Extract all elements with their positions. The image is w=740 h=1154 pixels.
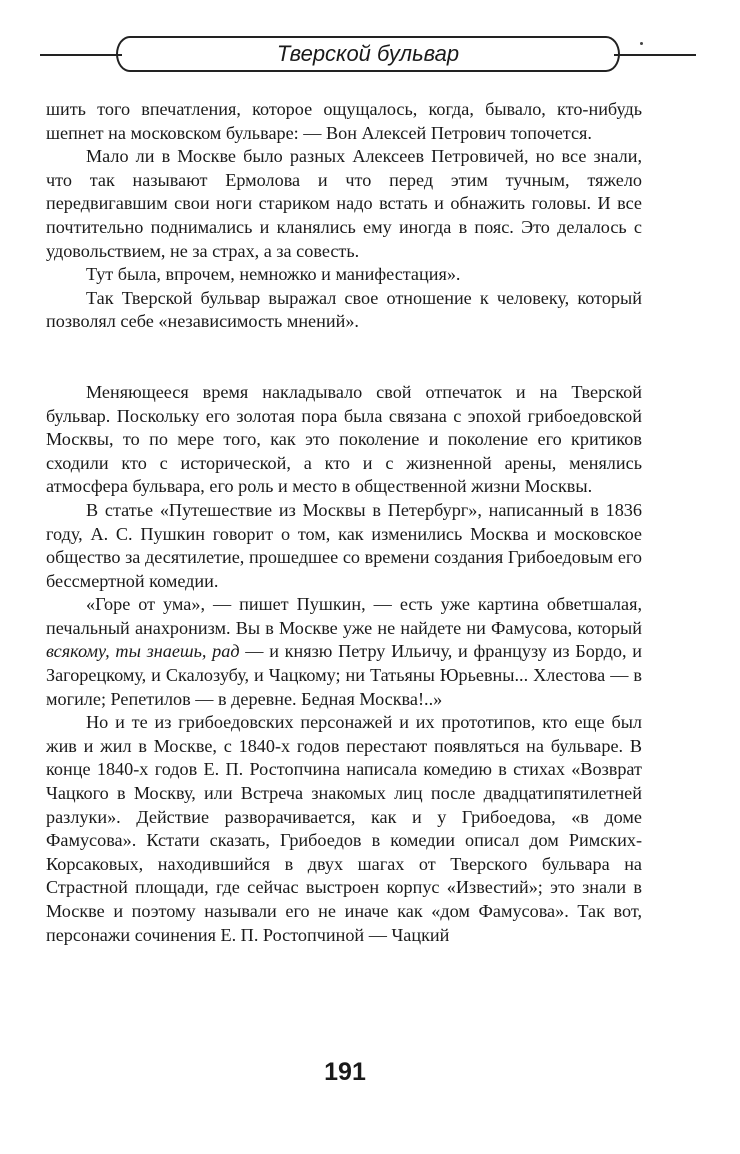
body-text	[46, 98, 642, 947]
section-break	[46, 334, 642, 381]
paragraph-6: В статье «Путешествие из Москвы в Петербург», написанный в 1836 году, А. С. Пушкин говорит о том, как изменились Москва и московское общество за десятилетие, прошедшее со времени создания Грибоедовым его бессмертной комедии.	[46, 499, 642, 591]
paragraph-7	[46, 593, 642, 711]
header-dot	[640, 42, 643, 45]
page-number: 191	[324, 1058, 366, 1086]
running-header-title: Тверской бульвар	[116, 36, 620, 72]
paragraph-8: Но и те из грибоедовских персонажей и их прототипов, кто еще был жив и жил в Москве, с 1840-х годов перестают появляться на бульваре. В конце 1840-х годов Е. П. Ростопчина написала комедию в стихах «Возврат Чацкого в Москву, или Встреча знакомых лиц после двадцатипятилетней разлуки». Действие разворачивается, как и у Грибоедова, «в доме Фамусова». Кстати сказать, Грибоедов в комедии описал дом Римских-Корсаковых, находившийся в двух шагах от Тверского бульвара на Страстной площади, где сейчас выстроен корпус «Известий»; это знали в Москве и поэтому называли его не иначе как «дом Фамусова». Так вот, персонажи сочинения Е. П. Ростопчиной — Чацкий	[46, 712, 642, 945]
paragraph-4: Так Тверской бульвар выражал свое отношение к человеку, который позволял себе «независимость мнений».	[46, 287, 642, 332]
paragraph-1: шить того впечатления, которое ощущалось, когда, бывало, кто-нибудь шепнет на московском бульваре: — Вон Алексей Петрович топочется.	[46, 99, 642, 143]
paragraph-2: Мало ли в Москве было разных Алексеев Петровичей, но все знали, что так называют Ермолова и что перед этим тучным, тяжело передвигавшим свои ноги стариком надо встать и обнажить головы. И все почтительно поднимались и кланялись ему иногда в пояс. Это делалось с удовольствием, не за страх, а за совесть.	[46, 146, 642, 261]
header-rule-left	[40, 54, 122, 56]
paragraph-7-part-a: «Горе от ума», — пишет Пушкин, — есть уже картина обветшалая, печальный анахронизм. Вы в Москве уже не найдете ни Фамусова, который	[46, 594, 642, 638]
paragraph-5: Меняющееся время накладывало свой отпечаток и на Тверской бульвар. Поскольку его золотая пора была связана с эпохой грибоедовской Москвы, то по мере того, как это поколение и поколение его критиков сходили кто с исторической, а кто и с жизненной арены, менялись атмосфера бульвара, его роль и место в общественной жизни Москвы.	[46, 381, 642, 497]
paragraph-7-part-b: — и князю Петру Ильичу, и французу из Бордо, и Загорецкому, и Скалозубу, и Чацкому; ни Татьяны Юрьевны... Хлестова — в могиле; Репетилов — в деревне. Бедная Москва!..»	[46, 641, 642, 709]
running-header	[40, 34, 696, 78]
paragraph-3: Тут была, впрочем, немножко и манифестация».	[86, 264, 461, 285]
paragraph-7-italic: всякому, ты знаешь, рад	[46, 641, 240, 662]
header-rule-right	[614, 54, 696, 56]
